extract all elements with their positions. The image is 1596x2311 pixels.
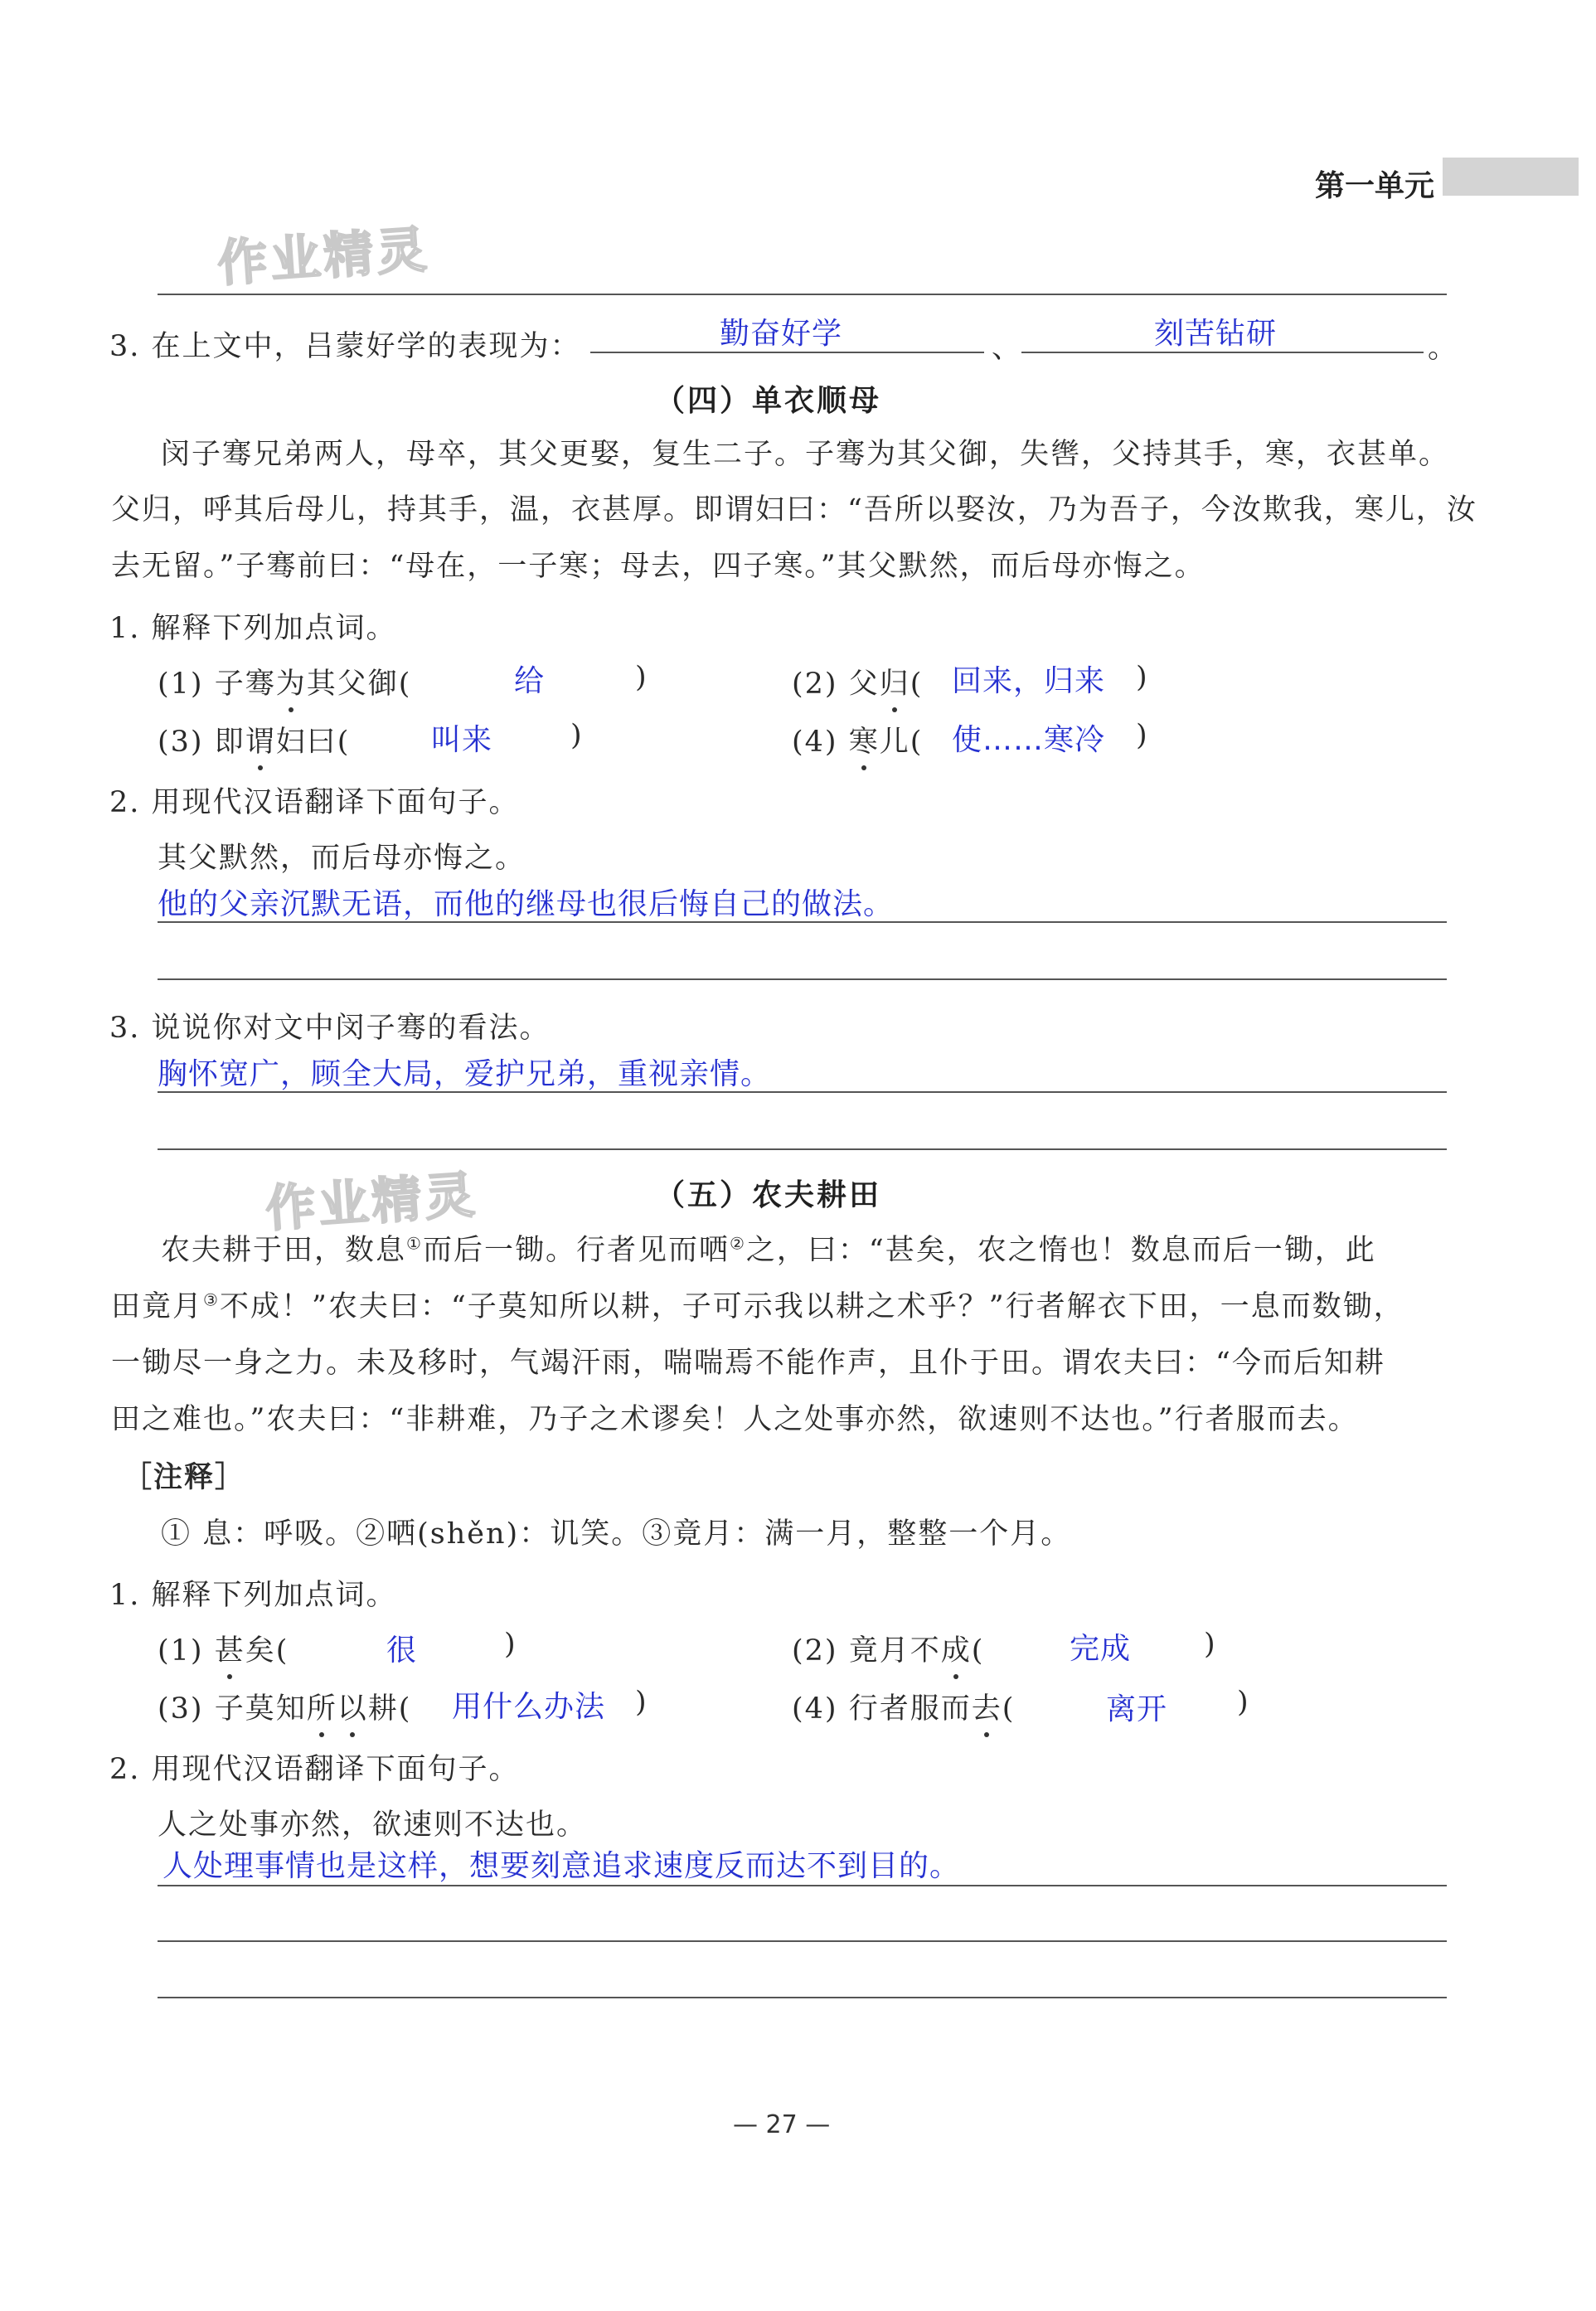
underline [590, 352, 984, 353]
text: 而后一锄。行者见而哂 [422, 1234, 730, 1267]
answer-line [158, 921, 1447, 923]
dotted-word: 去 [971, 1692, 1002, 1726]
answer-line [158, 294, 1447, 295]
answer-blank-2: 刻苦钻研 [1154, 317, 1278, 351]
dotted-word: 寒 [848, 726, 880, 759]
text: 不成！”农夫曰：“子莫知所以耕，子可示我以耕之术乎？”行者解衣下田，一息而数锄， [219, 1290, 1404, 1323]
translate-sentence: 人之处事亦然，欲速则不达也。 [158, 1809, 588, 1842]
answer-line [158, 1148, 1447, 1150]
dotted-word: 所 [306, 1692, 337, 1726]
answer-line [158, 1885, 1447, 1886]
footnote-marker: ② [729, 1233, 746, 1254]
section-5-title: （五）农夫耕田 [655, 1178, 882, 1212]
text: 耕( [367, 1692, 412, 1726]
text: (3) 子莫知 [158, 1692, 307, 1726]
answer-item-4: 使……寒冷 [952, 723, 1106, 757]
footnote-marker: ① [406, 1233, 423, 1254]
passage-line: 父归，呼其后母儿，持其手，温，衣甚厚。即谓妇曰：“吾所以娶汝，乃为吾子，今汝欺我，寒儿，汝 [111, 493, 1477, 527]
text: 之，曰：“甚矣，农之惰也！数息而后一锄，此 [745, 1234, 1376, 1267]
opinion-answer: 胸怀宽广，顾全大局，爱护兄弟，重视亲情。 [158, 1057, 772, 1091]
item-2 [792, 661, 923, 702]
answer-item-2: 回来，归来 [952, 664, 1106, 698]
text: 农夫耕于田，数息 [161, 1234, 407, 1267]
text: (2) 竟月不 [792, 1634, 941, 1668]
answer-item-4: 离开 [1106, 1692, 1168, 1726]
passage-line [161, 1227, 1376, 1269]
dotted-word: 谓 [245, 726, 276, 759]
text: 儿( [879, 726, 924, 759]
watermark-logo: 作业精灵 [216, 221, 432, 294]
dotted-word: 甚 [214, 1634, 245, 1668]
dotted-word: 归 [879, 668, 910, 701]
passage-line: 去无留。”子骞前曰：“母在，一子寒；母去，四子寒。”其父默然，而后母亦悔之。 [111, 550, 1205, 583]
page-number: — 27 — [733, 2110, 831, 2139]
text: (2) 父 [792, 668, 880, 701]
text: 其父御( [306, 668, 412, 701]
text: 妇曰( [275, 726, 351, 759]
dotted-word: 以 [337, 1692, 368, 1726]
separator: 、 [992, 332, 1023, 365]
unit-label: 第一单元 [1315, 169, 1435, 203]
question-3-label: 3. 在上文中，吕蒙好学的表现为： [109, 330, 581, 363]
item-3 [158, 719, 350, 760]
header-gray-bar [1443, 158, 1579, 196]
item-4 [792, 1686, 1015, 1727]
answer-item-2: 完成 [1070, 1632, 1132, 1666]
section-4-title: （四）单衣顺母 [655, 384, 882, 418]
translate-sentence: 其父默然，而后母亦悔之。 [158, 842, 526, 875]
question-1-label: 1. 解释下列加点词。 [109, 612, 397, 645]
translate-answer: 他的父亲沉默无语，而他的继母也很后悔自己的做法。 [158, 887, 895, 921]
item-1 [158, 661, 411, 702]
paren-close: ) [635, 1686, 648, 1719]
notes-text: ① 息：呼吸。②哂(shěn)：讥笑。③竟月：满一月，整整一个月。 [161, 1517, 1072, 1551]
passage-line: 田之难也。”农夫曰：“非耕难，乃子之术谬矣！人之处事亦然，欲速则不达也。”行者服而去。 [111, 1403, 1359, 1436]
answer-item-1: 给 [514, 664, 546, 698]
paren-close: ) [570, 719, 584, 752]
question-1-label: 1. 解释下列加点词。 [109, 1579, 397, 1612]
item-2 [792, 1628, 984, 1669]
answer-item-1: 很 [386, 1634, 418, 1668]
paren-close: ) [504, 1628, 517, 1661]
footnote-marker: ③ [203, 1289, 220, 1310]
passage-line: 闵子骞兄弟两人，母卒，其父更娶，复生二子。子骞为其父御，失辔，父持其手，寒，衣甚单。 [161, 438, 1450, 471]
answer-line [158, 978, 1447, 980]
dotted-word: 为 [275, 668, 307, 701]
text: ( [910, 668, 924, 701]
passage-line: 一锄尽一身之力。未及移时，气竭汗雨，喘喘焉不能作声，且仆于田。谓农夫曰：“今而后知耕 [111, 1347, 1385, 1380]
dotted-word: 成 [940, 1634, 972, 1668]
answer-item-3: 用什么办法 [452, 1690, 606, 1724]
text: ( [971, 1634, 985, 1668]
text: (3) 即 [158, 726, 245, 759]
period: 。 [1428, 332, 1459, 365]
watermark-logo: 作业精灵 [264, 1166, 480, 1239]
question-2-label: 2. 用现代汉语翻译下面句子。 [109, 786, 520, 819]
answer-blank-1: 勤奋好学 [720, 317, 843, 351]
answer-line [158, 1940, 1447, 1942]
question-2-label: 2. 用现代汉语翻译下面句子。 [109, 1753, 520, 1786]
item-3 [158, 1686, 411, 1727]
paren-close: ) [1204, 1628, 1217, 1661]
paren-close: ) [1136, 661, 1149, 694]
text: (4) 行者服而 [792, 1692, 972, 1726]
paren-close: ) [1136, 719, 1149, 752]
item-4 [792, 719, 923, 760]
passage-line [111, 1284, 1404, 1325]
text: 矣( [245, 1634, 289, 1668]
text: (4) [792, 726, 849, 759]
paren-close: ) [1237, 1686, 1250, 1719]
text: ( [1002, 1692, 1016, 1726]
text: 田竟月 [111, 1290, 204, 1323]
answer-item-3: 叫来 [431, 723, 493, 757]
item-1 [158, 1628, 289, 1669]
question-3-label: 3. 说说你对文中闵子骞的看法。 [109, 1012, 551, 1045]
underline [1021, 352, 1424, 353]
answer-line [158, 1997, 1447, 1998]
text: (1) [158, 1634, 215, 1668]
paren-close: ) [635, 661, 648, 694]
answer-line [158, 1091, 1447, 1093]
translate-answer: 人处理事情也是这样，想要刻意追求速度反而达不到目的。 [163, 1849, 961, 1883]
notes-title: ［注释］ [123, 1460, 246, 1494]
text: (1) 子骞 [158, 668, 276, 701]
